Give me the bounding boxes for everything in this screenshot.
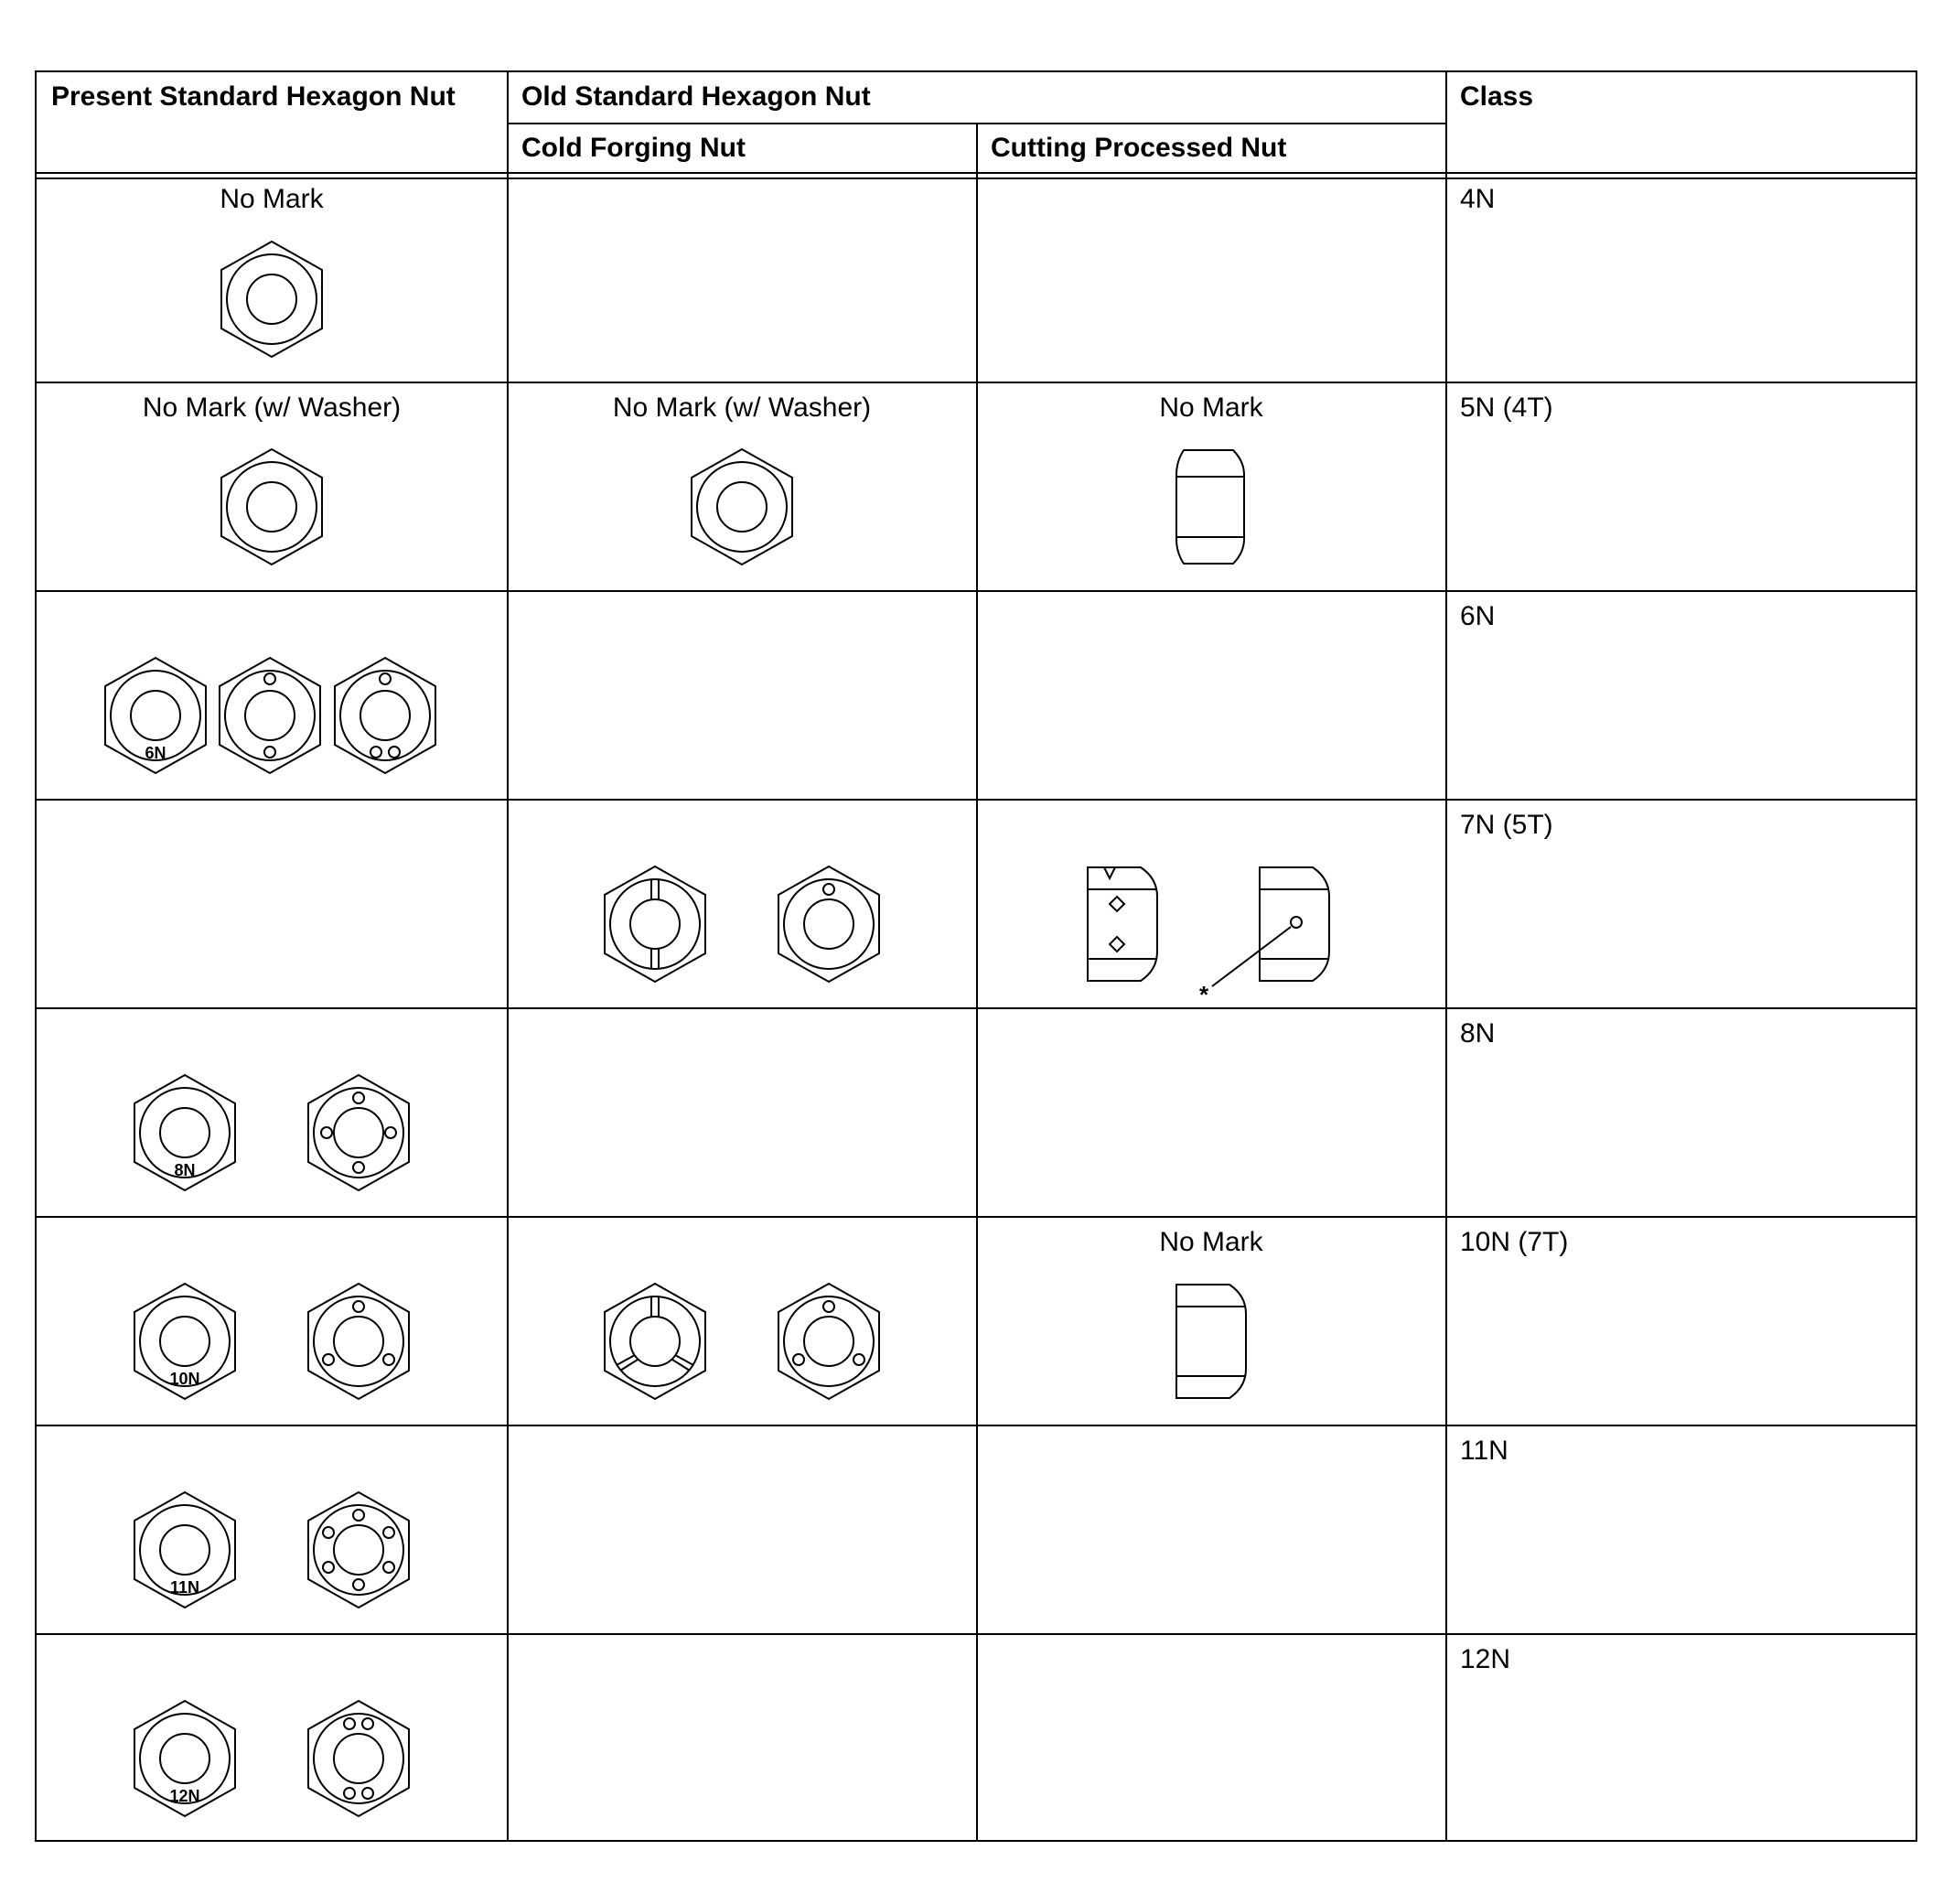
nut-drawings bbox=[37, 72, 1916, 1840]
header-class: Class bbox=[1460, 81, 1534, 112]
hex-nut-icon bbox=[308, 1075, 409, 1190]
class-4n: 4N bbox=[1460, 184, 1496, 214]
hex-nut-icon bbox=[134, 1284, 235, 1399]
class-6n: 6N bbox=[1460, 601, 1496, 631]
hex-nut-icon bbox=[221, 242, 322, 357]
hex-nut-icon bbox=[308, 1492, 409, 1608]
note-asterisk: * bbox=[1198, 981, 1209, 1008]
hex-nut-icon bbox=[134, 1701, 235, 1816]
row1-present-label: No Mark bbox=[220, 184, 324, 214]
class-8n: 8N bbox=[1460, 1018, 1496, 1049]
class-7n: 7N (5T) bbox=[1460, 810, 1553, 840]
side-nut-icon bbox=[1176, 1285, 1246, 1398]
side-nut-icon bbox=[1199, 867, 1329, 1008]
hex-nut-icon bbox=[105, 658, 206, 773]
class-11n: 11N bbox=[1460, 1436, 1508, 1466]
header-present-standard: Present Standard Hexagon Nut bbox=[51, 81, 456, 112]
header-cutting-processed: Cutting Processed Nut bbox=[991, 133, 1287, 163]
hex-nut-icon bbox=[605, 866, 705, 982]
hex-nut-icon bbox=[134, 1492, 235, 1608]
class-10n: 10N (7T) bbox=[1460, 1227, 1569, 1257]
row2-cold-label: No Mark (w/ Washer) bbox=[612, 393, 872, 423]
side-nut-icon bbox=[1176, 450, 1244, 564]
hex-nut-icon bbox=[221, 449, 322, 565]
nut-class-table bbox=[35, 70, 1917, 1842]
row6-cutting-label: No Mark bbox=[1159, 1227, 1263, 1257]
mark-12n: 12N bbox=[169, 1787, 200, 1805]
hex-nut-icon bbox=[220, 658, 320, 773]
header-cold-forging: Cold Forging Nut bbox=[521, 133, 746, 163]
hex-nut-icon bbox=[335, 658, 435, 773]
hex-nut-icon bbox=[134, 1075, 235, 1190]
hex-nut-icon bbox=[308, 1284, 409, 1399]
class-12n: 12N bbox=[1460, 1644, 1511, 1674]
mark-6n: 6N bbox=[145, 744, 166, 762]
mark-11n: 11N bbox=[169, 1578, 200, 1597]
side-nut-icon bbox=[1088, 867, 1157, 981]
hex-nut-icon bbox=[778, 1284, 879, 1399]
mark-8n: 8N bbox=[174, 1161, 196, 1179]
hex-nut-icon bbox=[692, 449, 792, 565]
row2-present-label: No Mark (w/ Washer) bbox=[142, 393, 402, 423]
mark-10n: 10N bbox=[169, 1370, 200, 1388]
header-old-standard: Old Standard Hexagon Nut bbox=[521, 81, 871, 112]
class-5n: 5N (4T) bbox=[1460, 393, 1553, 423]
hex-nut-icon bbox=[605, 1284, 705, 1399]
hex-nut-icon bbox=[308, 1701, 409, 1816]
row2-cutting-label: No Mark bbox=[1159, 393, 1263, 423]
hex-nut-icon bbox=[778, 866, 879, 982]
